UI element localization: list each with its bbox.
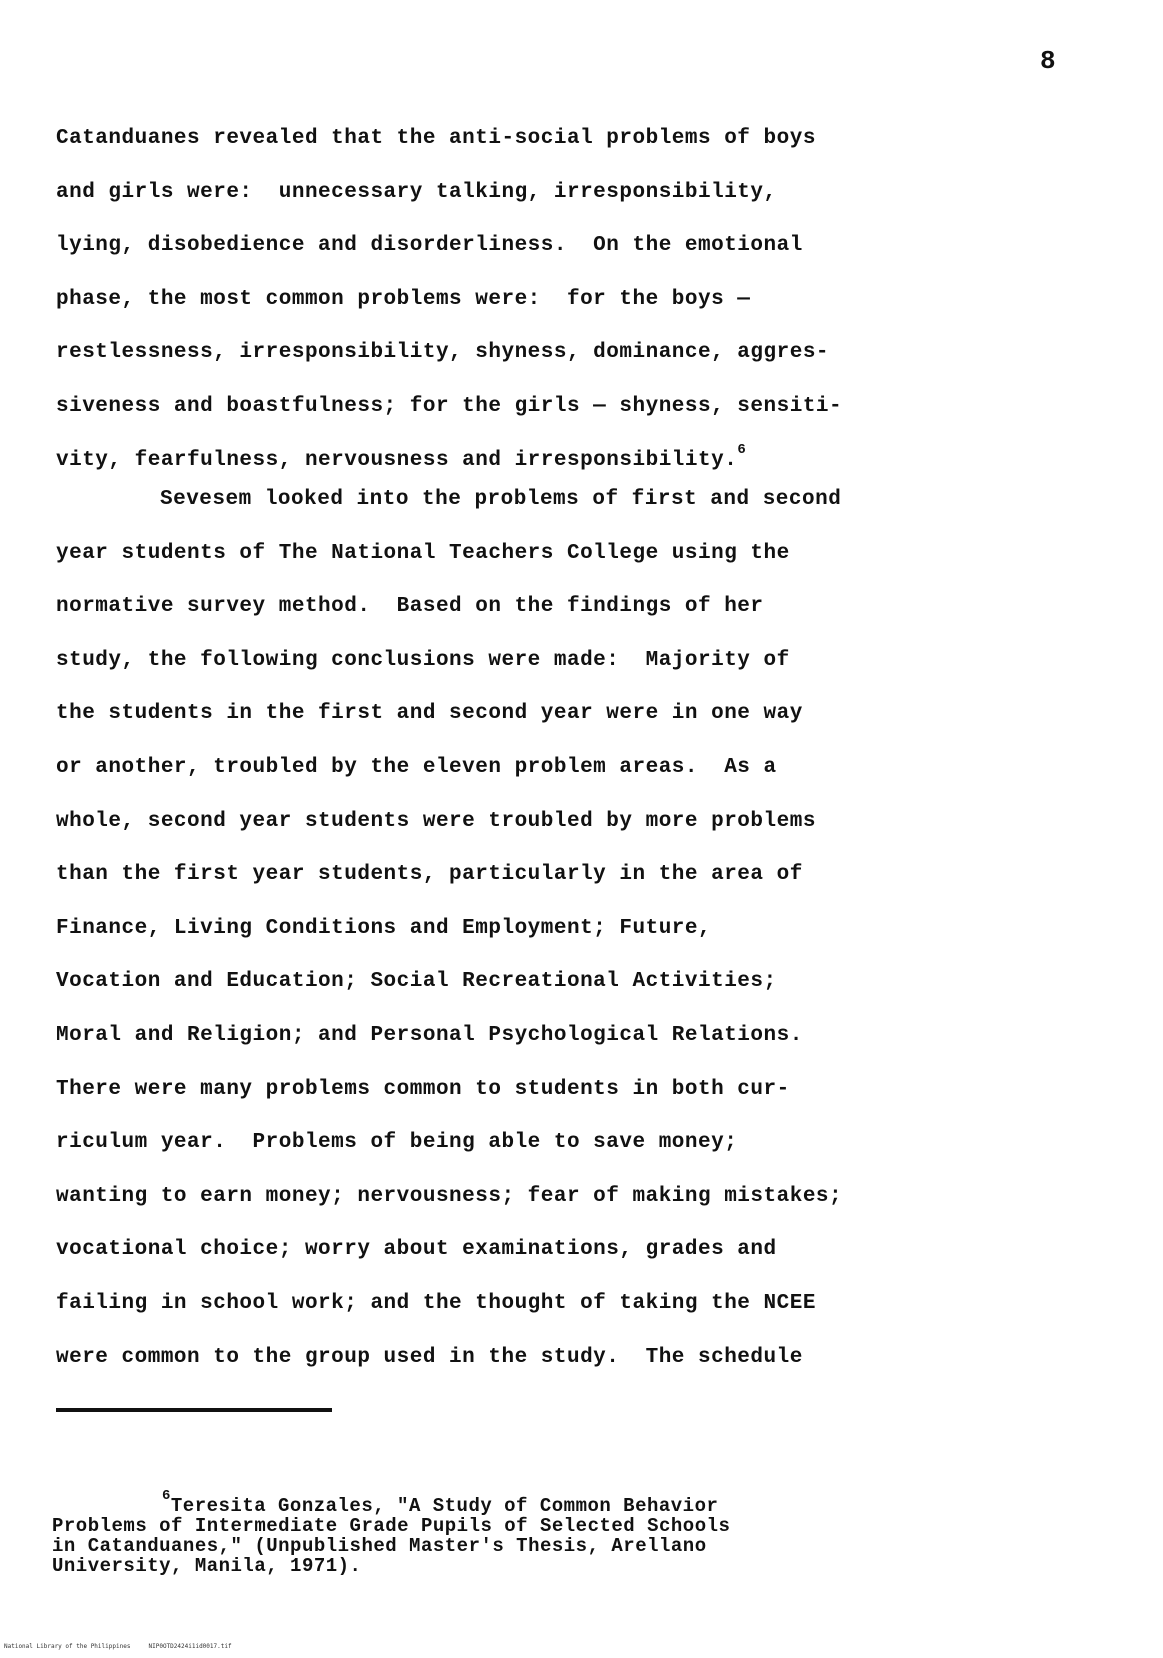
text-line: Sevesem looked into the problems of first and second bbox=[160, 488, 842, 511]
text-line: were common to the group used in the study. The schedule bbox=[56, 1345, 803, 1369]
text-line: or another, troubled by the eleven problem areas. As a bbox=[56, 755, 777, 779]
text-line: vity, fearfulness, nervousness and irresponsibility. bbox=[56, 448, 738, 472]
text-line: restlessness, irresponsibility, shyness, dominance, aggres- bbox=[56, 341, 830, 365]
footnote-marker: 6 bbox=[162, 1488, 171, 1504]
text-line: than the first year students, particularly in the area of bbox=[56, 863, 803, 887]
paragraph-continued bbox=[56, 112, 1056, 487]
text-line: study, the following conclusions were made: Majority of bbox=[56, 648, 790, 672]
text-line: siveness and boastfulness; for the girls — shyness, sensiti- bbox=[56, 394, 843, 418]
footnote-line: Problems of Intermediate Grade Pupils of Selected Schools bbox=[52, 1515, 731, 1537]
text-line: Vocation and Education; Social Recreational Activities; bbox=[56, 970, 777, 994]
text-line: wanting to earn money; nervousness; fear of making mistakes; bbox=[56, 1184, 843, 1208]
library-scan-stamp: National Library of the Philippines NIP0OTD2424i1id0017.tif bbox=[4, 1643, 232, 1650]
text-line: Finance, Living Conditions and Employment; Future, bbox=[56, 916, 712, 940]
paragraph-sevesem bbox=[56, 473, 1056, 1384]
text-line: failing in school work; and the thought of taking the NCEE bbox=[56, 1291, 816, 1315]
text-line: lying, disobedience and disorderliness. On the emotional bbox=[56, 234, 803, 258]
footnote-reference: 6 bbox=[737, 441, 747, 458]
text-line: Catanduanes revealed that the anti-social problems of boys bbox=[56, 127, 816, 150]
text-line: the students in the first and second year were in one way bbox=[56, 702, 803, 726]
footnote-line: University, Manila, 1971). bbox=[52, 1555, 362, 1577]
footnote-divider bbox=[56, 1408, 332, 1412]
text-line: There were many problems common to students in both cur- bbox=[56, 1077, 790, 1101]
footnote-text: Teresita Gonzales, "A Study of Common Behavior bbox=[170, 1495, 719, 1517]
text-line: Moral and Religion; and Personal Psychological Relations. bbox=[56, 1023, 803, 1047]
text-line: normative survey method. Based on the findings of her bbox=[56, 595, 764, 619]
text-line: riculum year. Problems of being able to save money; bbox=[56, 1131, 738, 1155]
text-line: and girls were: unnecessary talking, irresponsibility, bbox=[56, 180, 777, 204]
text-line: year students of The National Teachers College using the bbox=[56, 541, 790, 565]
text-line: whole, second year students were troubled by more problems bbox=[56, 809, 816, 833]
text-line: vocational choice; worry about examinations, grades and bbox=[56, 1238, 777, 1262]
page-number: 8 bbox=[1040, 46, 1057, 76]
footnote-line: in Catanduanes," (Unpublished Master's Thesis, Arellano bbox=[52, 1535, 707, 1557]
footnote-first-line bbox=[52, 1488, 1072, 1517]
footnote bbox=[52, 1488, 1072, 1577]
text-line: phase, the most common problems were: for the boys — bbox=[56, 287, 751, 311]
